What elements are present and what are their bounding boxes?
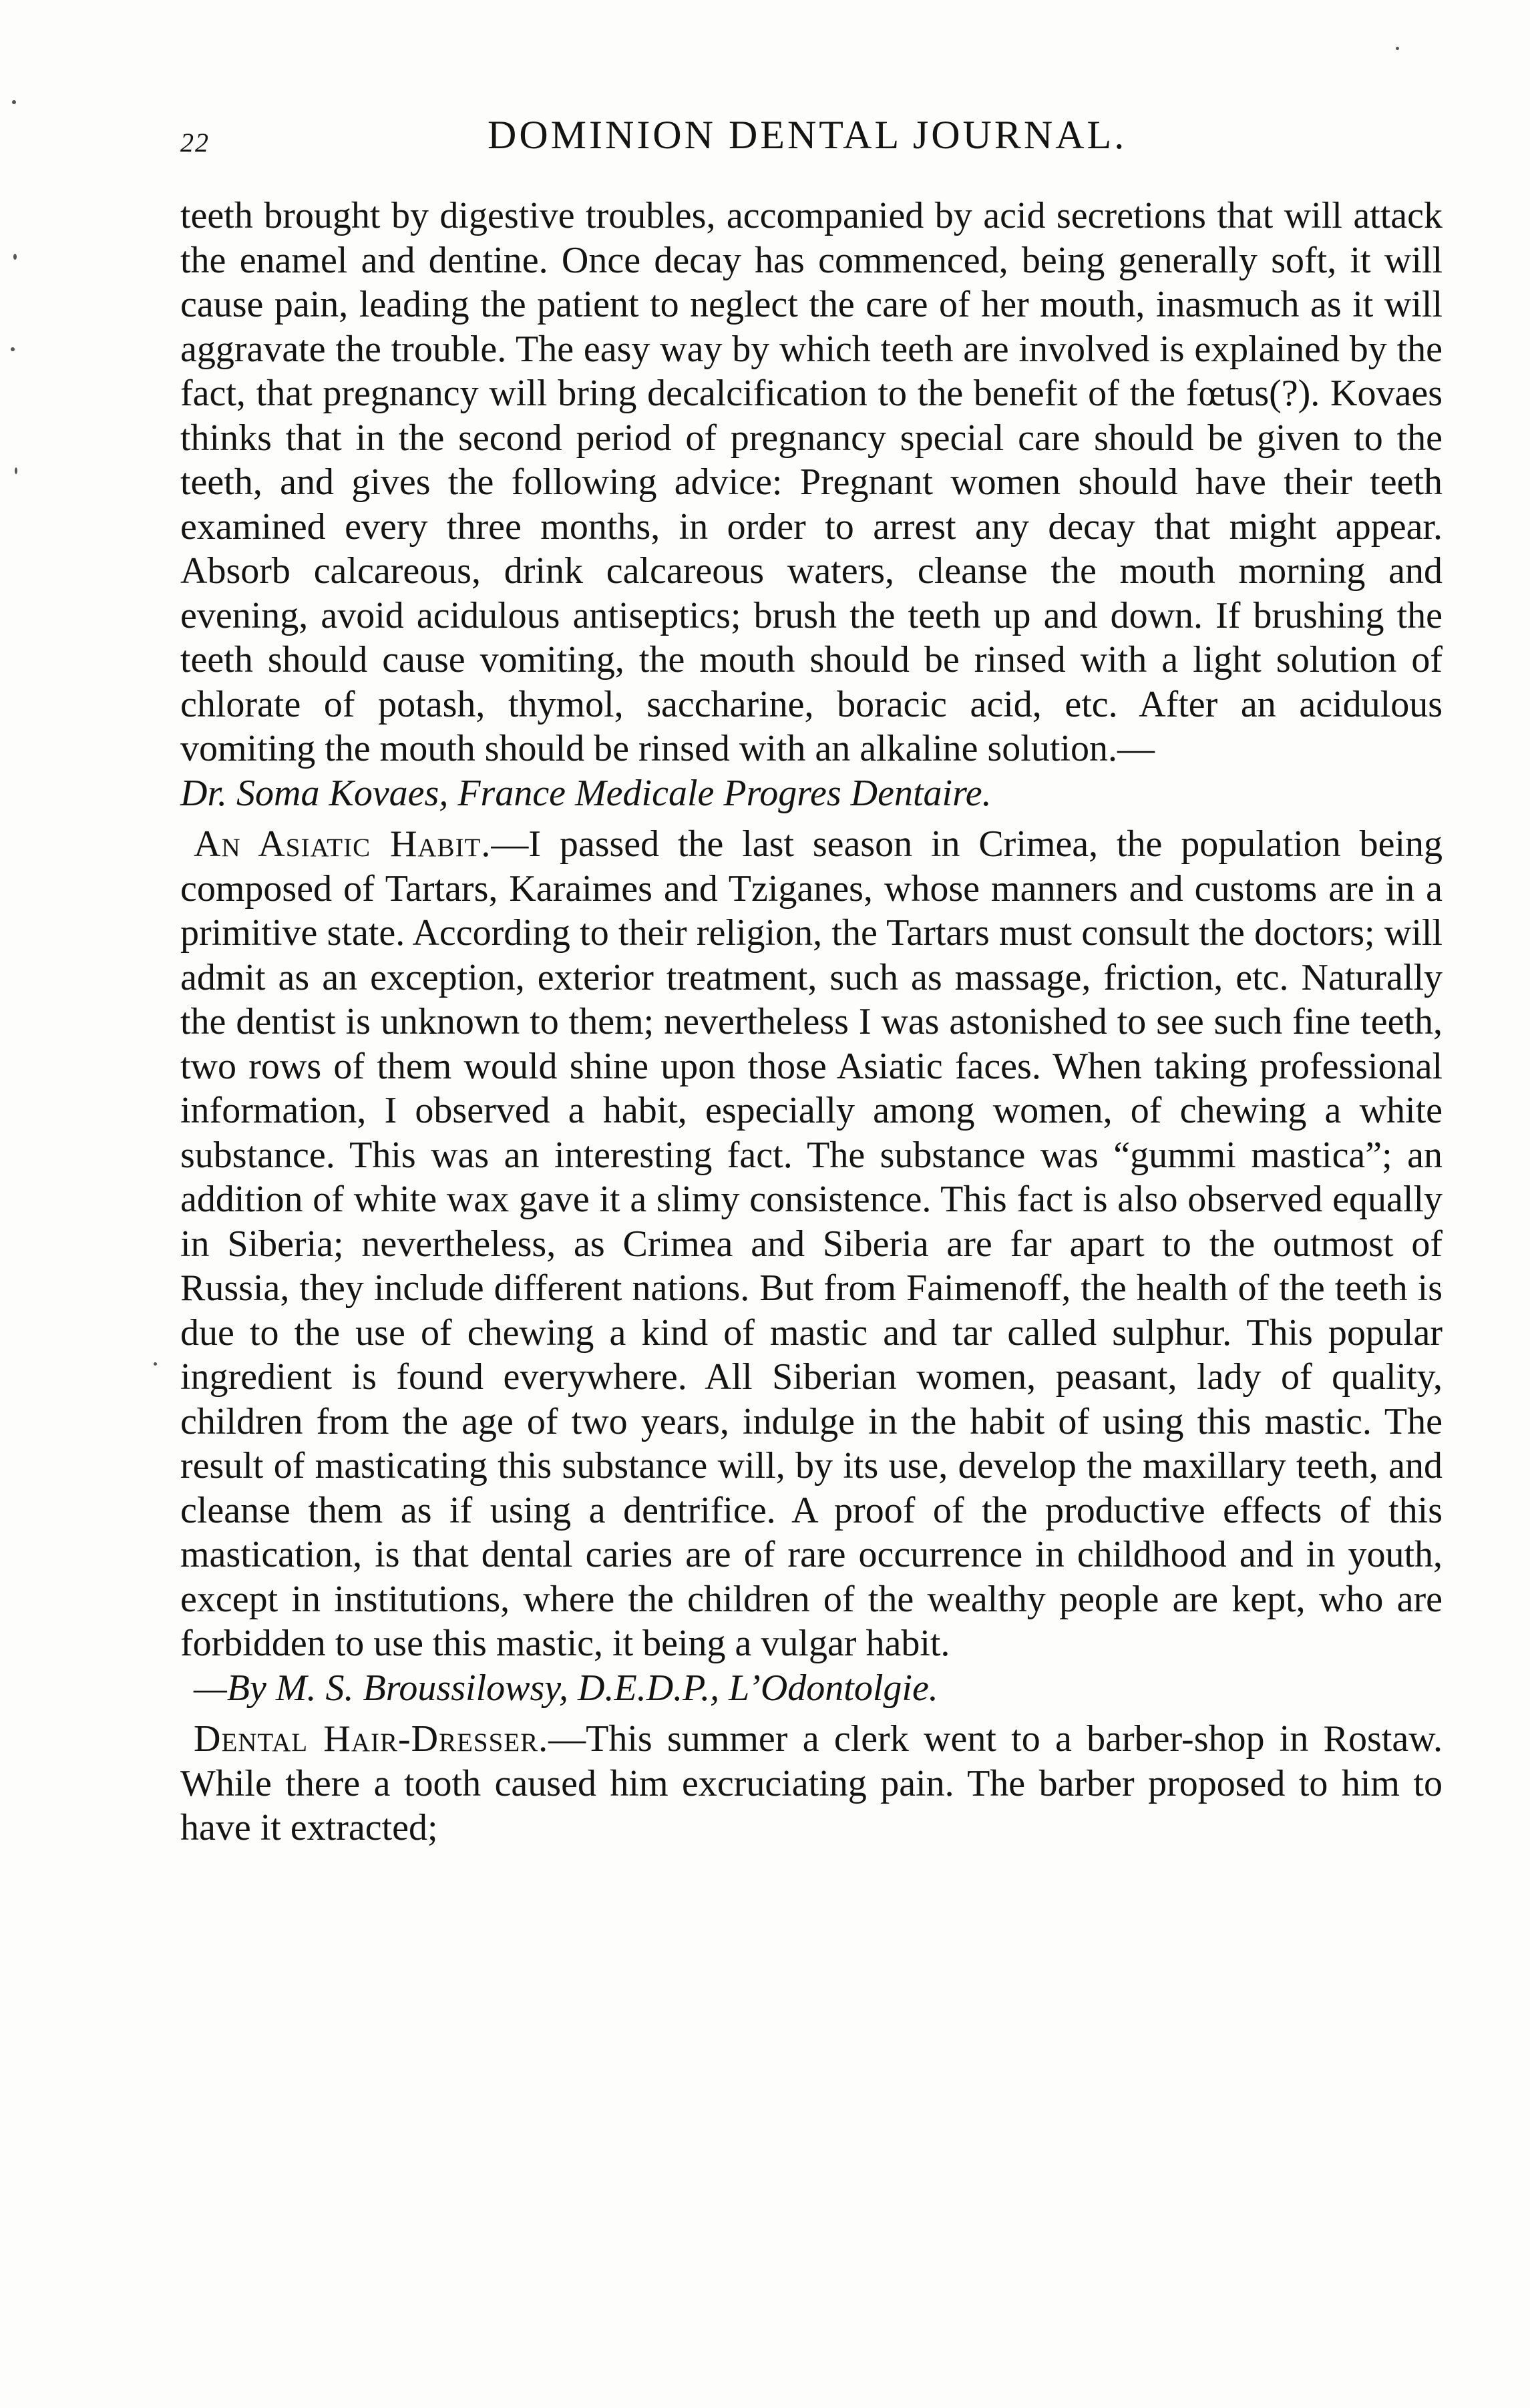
source-citation: —By M. S. Broussilowsy, D.E.D.P., L’Odontolgie.	[194, 1667, 938, 1709]
scan-speck	[1396, 47, 1399, 50]
paragraph-pregnancy	[180, 194, 1443, 815]
paragraph-asiatic-habit	[180, 822, 1443, 1710]
scan-speck	[12, 100, 16, 104]
running-head: DOMINION DENTAL JOURNAL.	[488, 113, 1127, 157]
page-number: 22	[180, 128, 210, 158]
section-title: An Asiatic Habit.	[194, 823, 492, 865]
article-body	[180, 194, 1443, 1850]
scan-speck	[15, 467, 17, 474]
scan-speck	[154, 1362, 157, 1366]
scan-speck	[11, 347, 15, 351]
paragraph-text: teeth brought by digestive troubles, accompanied by acid secretions that will attack the enamel and dentine. Once decay has commenced, being generally soft, it will cause pain, leading the patient to neglect the care of her mouth, inasmuch as it will aggravate the trouble. The easy way by which teeth are involved is explained by the fact, that pregnancy will bring decalcification to the benefit of the fœtus(?). Kovaes thinks that in the second period of pregnancy special care should be given to the teeth, and gives the following advice: Pregnant women should have their teeth examined every three months, in order to arrest any decay that might appear. Absorb calcareous, drink calcareous waters, cleanse the mouth morning and evening, avoid acidulous antiseptics; brush the teeth up and down. If brushing the teeth should cause vomiting, the mouth should be rinsed with a light solution of chlorate of potash, thymol, saccharine, boracic acid, etc. After an acidulous vomiting the mouth should be rinsed with an alkaline solution.—	[180, 195, 1443, 769]
page-header	[180, 112, 1449, 172]
source-citation: Dr. Soma Kovaes, France Medicale Progres Dentaire.	[180, 772, 992, 814]
paragraph-text: —I passed the last season in Crimea, the population being composed of Tartars, Karaimes and Tziganes, whose manners and customs are in a primitive state. According to their religion, the Tartars must consult the doctors; will admit as an exception, exterior treatment, such as massage, friction, etc. Naturally the dentist is unknown to them; nevertheless I was astonished to see such fine teeth, two rows of them would shine upon those Asiatic faces. When taking professional information, I observed a habit, especially among women, of chewing a white substance. This was an interesting fact. The substance was “gummi mastica”; an addition of white wax gave it a slimy consistence. This fact is also observed equally in Siberia; nevertheless, as Crimea and Siberia are far apart to the outmost of Russia, they include different nations. But from Faimenoff, the health of the teeth is due to the use of chewing a kind of mastic and tar called sulphur. This popular ingredient is found everywhere. All Siberian women, peasant, lady of quality, children from the age of two years, indulge in the habit of using this mastic. The result of masticating this substance will, by its use, develop the maxillary teeth, and cleanse them as if using a dentrifice. A proof of the productive effects of this mastication, is that dental caries are of rare occurrence in childhood and in youth, except in institutions, where the children of the wealthy people are kept, who are forbidden to use this mastic, it being a vulgar habit.	[180, 823, 1443, 1664]
paragraph-dental-hair-dresser	[180, 1717, 1443, 1850]
paragraph-text: —This summer a clerk went to a barber-shop in Rostaw. While there a tooth caused him excruciating pain. The barber proposed to him to have it extracted;	[180, 1718, 1443, 1848]
section-title: Dental Hair-Dresser.	[194, 1718, 549, 1760]
scan-speck	[13, 254, 17, 260]
